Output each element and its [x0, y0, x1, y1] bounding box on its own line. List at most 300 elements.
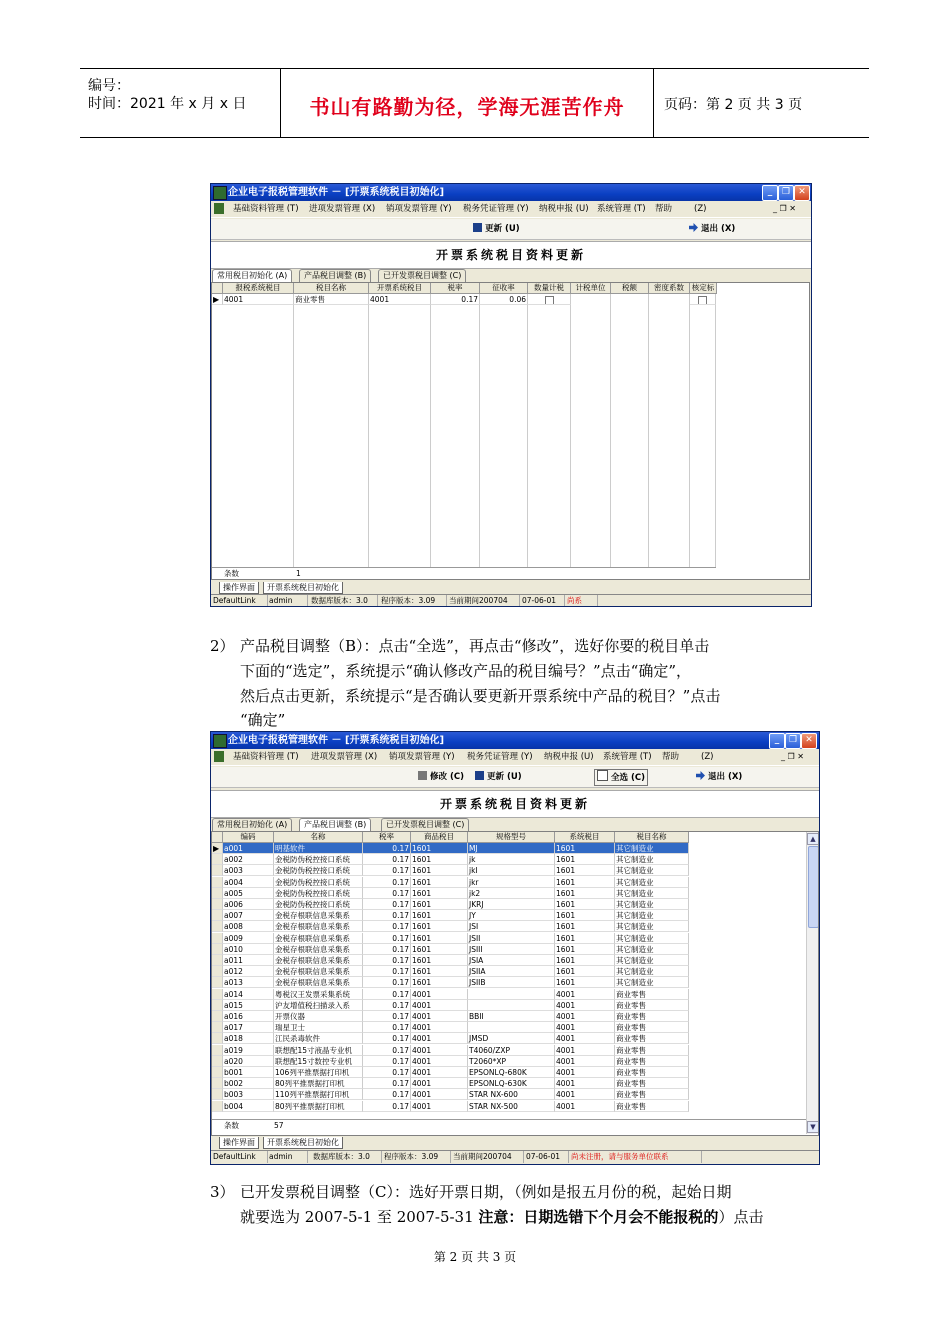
table-cell[interactable]: 80列平推票据打印机 — [274, 1078, 363, 1089]
tab-common-init[interactable]: 常用税目初始化 (A) — [212, 818, 292, 831]
paragraph-2-line: 产品税目调整（B）：点击“全选”，再点击“修改”，选好你要的税目单击 — [240, 637, 710, 655]
close-button[interactable]: ✕ — [801, 733, 817, 749]
col-header: 税率 — [431, 283, 480, 294]
minimize-button[interactable]: _ — [769, 733, 785, 749]
table-cell[interactable]: 0.17 — [363, 1022, 411, 1033]
exit-label: 退出 (X) — [701, 224, 736, 234]
table-cell[interactable]: BBII — [468, 1011, 555, 1022]
table-cell[interactable]: 1601 — [411, 899, 468, 910]
status-period: 当前期间200704 — [451, 1151, 524, 1163]
table-cell[interactable]: 其它制造业 — [615, 921, 689, 932]
paragraph-3-num: 3） — [210, 1183, 235, 1201]
paragraph-3-line: 已开发票税目调整（C）：选好开票日期，（例如是报五月份的税，起始日期 — [240, 1183, 732, 1201]
menu-input-invoice[interactable]: 进项发票管理 (X) — [311, 752, 378, 762]
count-value: 57 — [274, 1121, 284, 1130]
exit-arrow-icon — [696, 771, 705, 780]
menu-output-invoice[interactable]: 销项发票管理 (Y) — [386, 204, 452, 214]
table-cell[interactable]: 商业零售 — [615, 1078, 689, 1089]
exit-button[interactable] — [689, 219, 735, 239]
toolbar — [211, 219, 811, 240]
table-cell[interactable]: 0.17 — [363, 843, 411, 854]
row-indicator — [212, 888, 223, 899]
table-cell[interactable]: 4001 — [555, 1089, 615, 1100]
col-header: 税目名称 — [615, 832, 689, 843]
paragraph-3-text: ）点击 — [718, 1208, 764, 1226]
table-cell[interactable]: 4001 — [411, 989, 468, 1000]
table-cell[interactable]: 1601 — [555, 899, 615, 910]
table-cell[interactable]: a012 — [223, 966, 274, 977]
row-indicator — [212, 910, 223, 921]
page-header — [80, 68, 869, 138]
table-cell[interactable]: 沪友增值税扫描录入系 — [274, 1000, 363, 1011]
table-cell[interactable]: 1601 — [555, 944, 615, 955]
header-left-cell — [80, 69, 281, 137]
row-indicator — [212, 921, 223, 932]
restore-button[interactable]: ❐ — [785, 733, 801, 749]
table-cell[interactable]: a011 — [223, 955, 274, 966]
tab-issued-adjust[interactable]: 已开发票税目调整 (C) — [381, 818, 469, 831]
scroll-thumb[interactable] — [808, 846, 819, 928]
status-db-version: 数据库版本：3.0 — [311, 1151, 382, 1163]
table-cell[interactable]: jkI — [468, 865, 555, 876]
table-cell[interactable]: a002 — [223, 854, 274, 865]
table-cell[interactable]: 4001 — [411, 1022, 468, 1033]
table-cell[interactable]: 金税存根联信息采集系 — [274, 966, 363, 977]
col-header: 名称 — [274, 832, 363, 843]
tab-product-adjust[interactable]: 产品税目调整 (B) — [299, 269, 371, 282]
cell-code[interactable]: 4001 — [223, 294, 294, 305]
table-cell[interactable]: 0.17 — [363, 1089, 411, 1100]
table-cell[interactable]: 0.17 — [363, 1045, 411, 1056]
table-cell[interactable]: 4001 — [411, 1033, 468, 1044]
row-indicator — [212, 1000, 223, 1011]
count-value: 1 — [296, 569, 301, 578]
table-cell[interactable]: 开票仪器 — [274, 1011, 363, 1022]
table-cell[interactable]: a007 — [223, 910, 274, 921]
table-cell[interactable] — [468, 1000, 555, 1011]
row-indicator — [212, 854, 223, 865]
modify-label: 修改 (C) — [430, 772, 464, 782]
menu-declare[interactable]: 纳税申报 (U) — [544, 752, 594, 762]
table-cell[interactable]: 商业零售 — [615, 1011, 689, 1022]
table-cell[interactable]: 金税存根联信息采集系 — [274, 933, 363, 944]
table-cell[interactable]: 其它制造业 — [615, 977, 689, 988]
grid-line — [479, 294, 480, 579]
menu-output-invoice[interactable]: 销项发票管理 (Y) — [389, 752, 455, 762]
table-cell[interactable]: 金税防伪税控接口系统 — [274, 877, 363, 888]
table-cell[interactable]: JSIA — [468, 955, 555, 966]
exit-arrow-icon — [689, 223, 698, 232]
table-cell[interactable]: a017 — [223, 1022, 274, 1033]
title-bar — [211, 732, 819, 749]
table-cell[interactable]: 0.17 — [363, 966, 411, 977]
table-cell[interactable]: STAR NX-600 — [468, 1089, 555, 1100]
table-cell[interactable]: 1601 — [411, 877, 468, 888]
table-cell[interactable]: a019 — [223, 1045, 274, 1056]
table-cell[interactable]: 商业零售 — [615, 1000, 689, 1011]
col-header: 计税单位 — [571, 283, 611, 294]
table-cell[interactable]: 金税存根联信息采集系 — [274, 944, 363, 955]
paragraph-2-line: 下面的“选定”，系统提示“确认修改产品的税目编号？”点击“确定”， — [240, 662, 692, 680]
table-cell[interactable]: 4001 — [555, 1056, 615, 1067]
row-indicator — [212, 1033, 223, 1044]
table-cell[interactable]: 1601 — [411, 843, 468, 854]
table-cell[interactable]: a010 — [223, 944, 274, 955]
table-cell[interactable]: 4001 — [555, 1000, 615, 1011]
table-cell[interactable]: 商业零售 — [615, 1022, 689, 1033]
table-cell[interactable]: 1601 — [411, 854, 468, 865]
menu-z[interactable]: (Z) — [701, 752, 714, 762]
table-cell[interactable]: 其它制造业 — [615, 944, 689, 955]
exit-button[interactable] — [696, 767, 742, 787]
table-cell[interactable]: 其它制造业 — [615, 899, 689, 910]
table-cell[interactable]: a020 — [223, 1056, 274, 1067]
status-link: DefaultLink — [211, 595, 268, 607]
table-cell[interactable]: 金税存根联信息采集系 — [274, 955, 363, 966]
table-cell[interactable]: 4001 — [555, 1033, 615, 1044]
table-cell[interactable]: 4001 — [555, 1011, 615, 1022]
table-cell[interactable]: 1601 — [555, 865, 615, 876]
table-cell[interactable]: 0.17 — [363, 1011, 411, 1022]
tab-common-init[interactable]: 常用税目初始化 (A) — [212, 269, 292, 283]
row-indicator-header — [212, 832, 223, 843]
table-cell[interactable]: a009 — [223, 933, 274, 944]
cell-name[interactable]: 商业零售 — [294, 294, 369, 305]
table-cell[interactable]: 金税防伪税控接口系统 — [274, 854, 363, 865]
table-cell[interactable]: T4060/ZXP — [468, 1045, 555, 1056]
menu-declare[interactable]: 纳税申报 (U) — [539, 204, 589, 214]
table-cell[interactable]: 粤税汉王发票采集系统 — [274, 989, 363, 1000]
table-cell[interactable]: 1601 — [555, 955, 615, 966]
table-cell[interactable]: 1601 — [411, 966, 468, 977]
table-cell[interactable]: 1601 — [555, 854, 615, 865]
software-window-1 — [210, 183, 812, 607]
table-cell[interactable]: 0.17 — [363, 955, 411, 966]
table-cell[interactable]: 110列平推票据打印机 — [274, 1089, 363, 1100]
table-cell[interactable]: 1601 — [555, 877, 615, 888]
count-row — [212, 567, 716, 579]
table-cell[interactable]: 商业零售 — [615, 1056, 689, 1067]
title-bar — [211, 184, 811, 201]
col-header: 税目名称 — [294, 283, 369, 294]
count-label: 条数 — [224, 569, 239, 578]
row-indicator — [212, 944, 223, 955]
update-button[interactable] — [475, 767, 522, 787]
table-cell[interactable]: a014 — [223, 989, 274, 1000]
tab-kp-init[interactable]: 开票系统税目初始化 — [263, 1137, 343, 1149]
table-cell[interactable]: 江民杀毒软件 — [274, 1033, 363, 1044]
table-cell[interactable]: 1601 — [555, 888, 615, 899]
cell-approved[interactable] — [690, 294, 716, 305]
table-cell[interactable]: 其它制造业 — [615, 843, 689, 854]
table-cell[interactable]: 1601 — [411, 977, 468, 988]
table-cell[interactable]: 4001 — [411, 1089, 468, 1100]
table-cell[interactable]: b001 — [223, 1067, 274, 1078]
table-cell[interactable]: 1601 — [555, 910, 615, 921]
table-cell[interactable]: T2060*XP — [468, 1056, 555, 1067]
table-cell[interactable]: a016 — [223, 1011, 274, 1022]
table-cell[interactable]: 4001 — [411, 1011, 468, 1022]
tab-operation-ui[interactable]: 操作界面 — [219, 582, 259, 594]
table-cell[interactable]: 4001 — [411, 1056, 468, 1067]
select-all-button[interactable] — [594, 769, 648, 786]
table-cell[interactable]: 1601 — [411, 865, 468, 876]
table-cell[interactable]: JMSD — [468, 1033, 555, 1044]
table-cell[interactable]: JSII — [468, 933, 555, 944]
save-icon — [475, 771, 484, 780]
table-cell[interactable]: 商业零售 — [615, 1045, 689, 1056]
table-cell[interactable]: a018 — [223, 1033, 274, 1044]
table-cell[interactable]: a008 — [223, 921, 274, 932]
table-cell[interactable]: a004 — [223, 877, 274, 888]
table-cell[interactable]: 1601 — [411, 910, 468, 921]
row-indicator — [212, 865, 223, 876]
modify-button[interactable] — [418, 767, 464, 787]
status-db-version: 数据库版本：3.0 — [309, 595, 378, 607]
table-cell[interactable]: 0.17 — [363, 854, 411, 865]
time-label: 时间：2021 年 x 月 x 日 — [88, 96, 247, 112]
row-indicator — [212, 955, 223, 966]
table-cell[interactable]: 商业零售 — [615, 1089, 689, 1100]
table-cell[interactable]: 0.17 — [363, 1078, 411, 1089]
table-cell[interactable]: 1601 — [411, 944, 468, 955]
mdi-controls[interactable]: _ ❐ ✕ — [781, 752, 804, 761]
tax-grid — [211, 282, 810, 580]
menu-basic[interactable]: 基础资料管理 (T) — [233, 752, 299, 762]
restore-button[interactable]: ❐ — [778, 185, 794, 201]
table-cell[interactable]: 金税存根联信息采集系 — [274, 921, 363, 932]
cell-qty-tax[interactable] — [528, 294, 571, 305]
status-bar — [211, 594, 811, 607]
table-cell[interactable]: 0.17 — [363, 1000, 411, 1011]
tab-issued-adjust[interactable]: 已开发票税目调整 (C) — [378, 269, 466, 282]
paragraph-3-text: 就要选为 2007-5-1 至 2007-5-31 — [240, 1208, 479, 1226]
table-cell[interactable]: 其它制造业 — [615, 966, 689, 977]
table-cell[interactable]: 4001 — [555, 1078, 615, 1089]
menu-help[interactable]: 帮助 — [655, 204, 673, 214]
paragraph-3-line2 — [240, 1205, 763, 1230]
table-cell[interactable]: 商业零售 — [615, 1033, 689, 1044]
table-cell[interactable]: 瑞星卫士 — [274, 1022, 363, 1033]
table-cell[interactable]: 0.17 — [363, 933, 411, 944]
menu-system[interactable]: 系统管理 (T) — [603, 752, 652, 762]
table-cell[interactable]: 商业零售 — [615, 1101, 689, 1112]
table-cell[interactable]: 金税存根联信息采集系 — [274, 977, 363, 988]
table-cell[interactable]: 0.17 — [363, 899, 411, 910]
menu-tax-voucher[interactable]: 税务凭证管理 (Y) — [463, 204, 529, 214]
grid-line — [368, 294, 369, 579]
col-header: 密度系数 — [649, 283, 690, 294]
table-cell[interactable]: 其它制造业 — [615, 933, 689, 944]
table-cell[interactable]: 106列平推票据打印机 — [274, 1067, 363, 1078]
row-pointer-icon: ▶ — [212, 294, 223, 305]
table-cell[interactable]: 4001 — [411, 1067, 468, 1078]
table-cell[interactable]: a013 — [223, 977, 274, 988]
table-cell[interactable]: a003 — [223, 865, 274, 876]
tab-product-adjust[interactable]: 产品税目调整 (B) — [299, 818, 371, 832]
table-cell[interactable]: 4001 — [555, 1101, 615, 1112]
table-cell[interactable]: 1601 — [555, 977, 615, 988]
table-cell[interactable]: jk2 — [468, 888, 555, 899]
table-cell[interactable]: 其它制造业 — [615, 877, 689, 888]
row-indicator — [212, 977, 223, 988]
table-cell[interactable]: a005 — [223, 888, 274, 899]
grid-line — [648, 294, 649, 579]
table-cell[interactable]: a015 — [223, 1000, 274, 1011]
table-cell[interactable]: 80列平推票据打印机 — [274, 1101, 363, 1112]
window-title: 企业电子报税管理软件 － [开票系统税目初始化] — [228, 735, 445, 746]
table-cell[interactable]: 金税防伪税控接口系统 — [274, 888, 363, 899]
menu-help[interactable]: 帮助 — [662, 752, 680, 762]
status-bar — [211, 1150, 819, 1163]
cell-kp[interactable]: 4001 — [369, 294, 431, 305]
update-button[interactable] — [473, 219, 520, 239]
table-cell[interactable]: 商业零售 — [615, 989, 689, 1000]
table-cell[interactable]: 4001 — [411, 1045, 468, 1056]
table-cell[interactable]: a001 — [223, 843, 274, 854]
table-cell[interactable]: jkr — [468, 877, 555, 888]
scroll-down-icon[interactable]: ▼ — [807, 1121, 819, 1133]
status-prog-version: 程序版本：3.09 — [382, 1151, 451, 1163]
bottom-tab-strip — [211, 1137, 819, 1149]
exit-label: 退出 (X) — [708, 772, 743, 782]
page-heading: 开票系统税目资料更新 — [211, 790, 819, 818]
tab-operation-ui[interactable]: 操作界面 — [219, 1137, 259, 1149]
table-cell[interactable] — [468, 989, 555, 1000]
table-cell[interactable]: 0.17 — [363, 1033, 411, 1044]
scroll-up-icon[interactable]: ▲ — [807, 833, 819, 845]
cell-levy[interactable]: 0.06 — [480, 294, 528, 305]
product-grid — [211, 831, 819, 1136]
table-cell[interactable]: b002 — [223, 1078, 274, 1089]
software-window-2 — [210, 731, 820, 1165]
table-cell[interactable]: 1601 — [411, 933, 468, 944]
row-indicator — [212, 966, 223, 977]
table-cell[interactable]: jk — [468, 854, 555, 865]
row-indicator — [212, 1101, 223, 1112]
document-icon — [597, 770, 608, 781]
table-cell[interactable]: 0.17 — [363, 989, 411, 1000]
table-cell[interactable]: 0.17 — [363, 977, 411, 988]
table-cell[interactable]: 0.17 — [363, 877, 411, 888]
table-cell[interactable]: 明基软件 — [274, 843, 363, 854]
page-info: 页码：第 2 页 共 3 页 — [664, 97, 803, 113]
table-cell[interactable]: 1601 — [555, 843, 615, 854]
table-cell[interactable]: a006 — [223, 899, 274, 910]
vertical-scrollbar[interactable] — [806, 832, 818, 1134]
menu-system[interactable]: 系统管理 (T) — [597, 204, 646, 214]
row-indicator — [212, 933, 223, 944]
table-cell[interactable]: 0.17 — [363, 1067, 411, 1078]
table-cell[interactable]: 金税存根联信息采集系 — [274, 910, 363, 921]
table-cell[interactable]: b003 — [223, 1089, 274, 1100]
table-cell[interactable]: EPSONLQ-630K — [468, 1078, 555, 1089]
table-cell[interactable]: 0.17 — [363, 910, 411, 921]
table-cell[interactable]: 1601 — [411, 955, 468, 966]
table-cell[interactable]: 1601 — [411, 888, 468, 899]
table-cell[interactable]: 4001 — [411, 1000, 468, 1011]
minimize-button[interactable]: _ — [762, 185, 778, 201]
checkbox[interactable] — [698, 296, 707, 305]
bottom-tab-strip — [211, 582, 811, 594]
table-cell[interactable]: 其它制造业 — [615, 955, 689, 966]
table-cell[interactable]: 1601 — [411, 921, 468, 932]
edit-icon — [418, 771, 427, 780]
table-cell[interactable]: JSIIB — [468, 977, 555, 988]
cell-rate[interactable]: 0.17 — [431, 294, 480, 305]
close-button[interactable]: ✕ — [794, 185, 810, 201]
table-cell[interactable]: JSI — [468, 921, 555, 932]
table-cell[interactable]: 金税防伪税控接口系统 — [274, 865, 363, 876]
mdi-controls[interactable]: _ ❐ ✕ — [773, 204, 796, 213]
table-cell[interactable]: 其它制造业 — [615, 865, 689, 876]
table-cell[interactable]: 商业零售 — [615, 1067, 689, 1078]
table-cell[interactable]: 4001 — [411, 1101, 468, 1112]
count-label: 条数 — [224, 1121, 239, 1130]
table-cell[interactable]: MJ — [468, 843, 555, 854]
table-cell[interactable]: 金税防伪税控接口系统 — [274, 899, 363, 910]
table-cell[interactable] — [468, 1022, 555, 1033]
table-cell[interactable]: JSIII — [468, 944, 555, 955]
table-cell[interactable]: 其它制造业 — [615, 854, 689, 865]
table-cell[interactable]: STAR NX-500 — [468, 1101, 555, 1112]
table-cell[interactable]: 0.17 — [363, 1056, 411, 1067]
table-cell[interactable]: 联想配15寸液晶专业机 — [274, 1045, 363, 1056]
table-cell[interactable]: 0.17 — [363, 865, 411, 876]
checkbox[interactable] — [545, 296, 554, 305]
table-cell[interactable]: 联想配15寸数控专业机 — [274, 1056, 363, 1067]
table-cell[interactable]: 其它制造业 — [615, 910, 689, 921]
table-cell[interactable]: 0.17 — [363, 1101, 411, 1112]
table-cell[interactable]: 4001 — [555, 1067, 615, 1078]
table-cell[interactable]: 4001 — [555, 1045, 615, 1056]
table-cell[interactable]: 1601 — [555, 966, 615, 977]
table-cell[interactable]: 1601 — [555, 921, 615, 932]
menu-z[interactable]: (Z) — [694, 204, 707, 214]
menu-input-invoice[interactable]: 进项发票管理 (X) — [309, 204, 376, 214]
table-cell[interactable]: 其它制造业 — [615, 888, 689, 899]
table-cell[interactable]: JY — [468, 910, 555, 921]
table-cell[interactable]: 0.17 — [363, 921, 411, 932]
app-icon — [213, 186, 227, 200]
menu-basic[interactable]: 基础资料管理 (T) — [233, 204, 299, 214]
row-indicator — [212, 877, 223, 888]
table-cell[interactable]: 4001 — [555, 989, 615, 1000]
col-header: 商品税目 — [411, 832, 468, 843]
table-cell[interactable]: 0.17 — [363, 888, 411, 899]
table-cell[interactable]: b004 — [223, 1101, 274, 1112]
col-header: 数量计税 — [528, 283, 571, 294]
grid-line — [570, 294, 571, 579]
col-header: 系统税目 — [555, 832, 615, 843]
paragraph-3-warning: 注意：日期选错下个月会不能报税的 — [478, 1208, 719, 1226]
row-indicator — [212, 899, 223, 910]
table-cell[interactable]: 0.17 — [363, 944, 411, 955]
table-cell[interactable]: 4001 — [411, 1078, 468, 1089]
tab-kp-init[interactable]: 开票系统税目初始化 — [263, 582, 343, 594]
status-prog-version: 程序版本：3.09 — [379, 595, 447, 607]
page-footer: 第 2 页 共 3 页 — [433, 1250, 517, 1264]
menu-tax-voucher[interactable]: 税务凭证管理 (Y) — [467, 752, 533, 762]
table-cell[interactable]: JSIIA — [468, 966, 555, 977]
table-cell[interactable]: JKRJ — [468, 899, 555, 910]
toolbar — [211, 767, 819, 788]
table-cell[interactable]: 4001 — [555, 1022, 615, 1033]
paragraph-2-line: “确定” — [240, 711, 286, 729]
table-cell[interactable]: EPSONLQ-680K — [468, 1067, 555, 1078]
table-cell[interactable]: 1601 — [555, 933, 615, 944]
save-icon — [473, 223, 482, 232]
